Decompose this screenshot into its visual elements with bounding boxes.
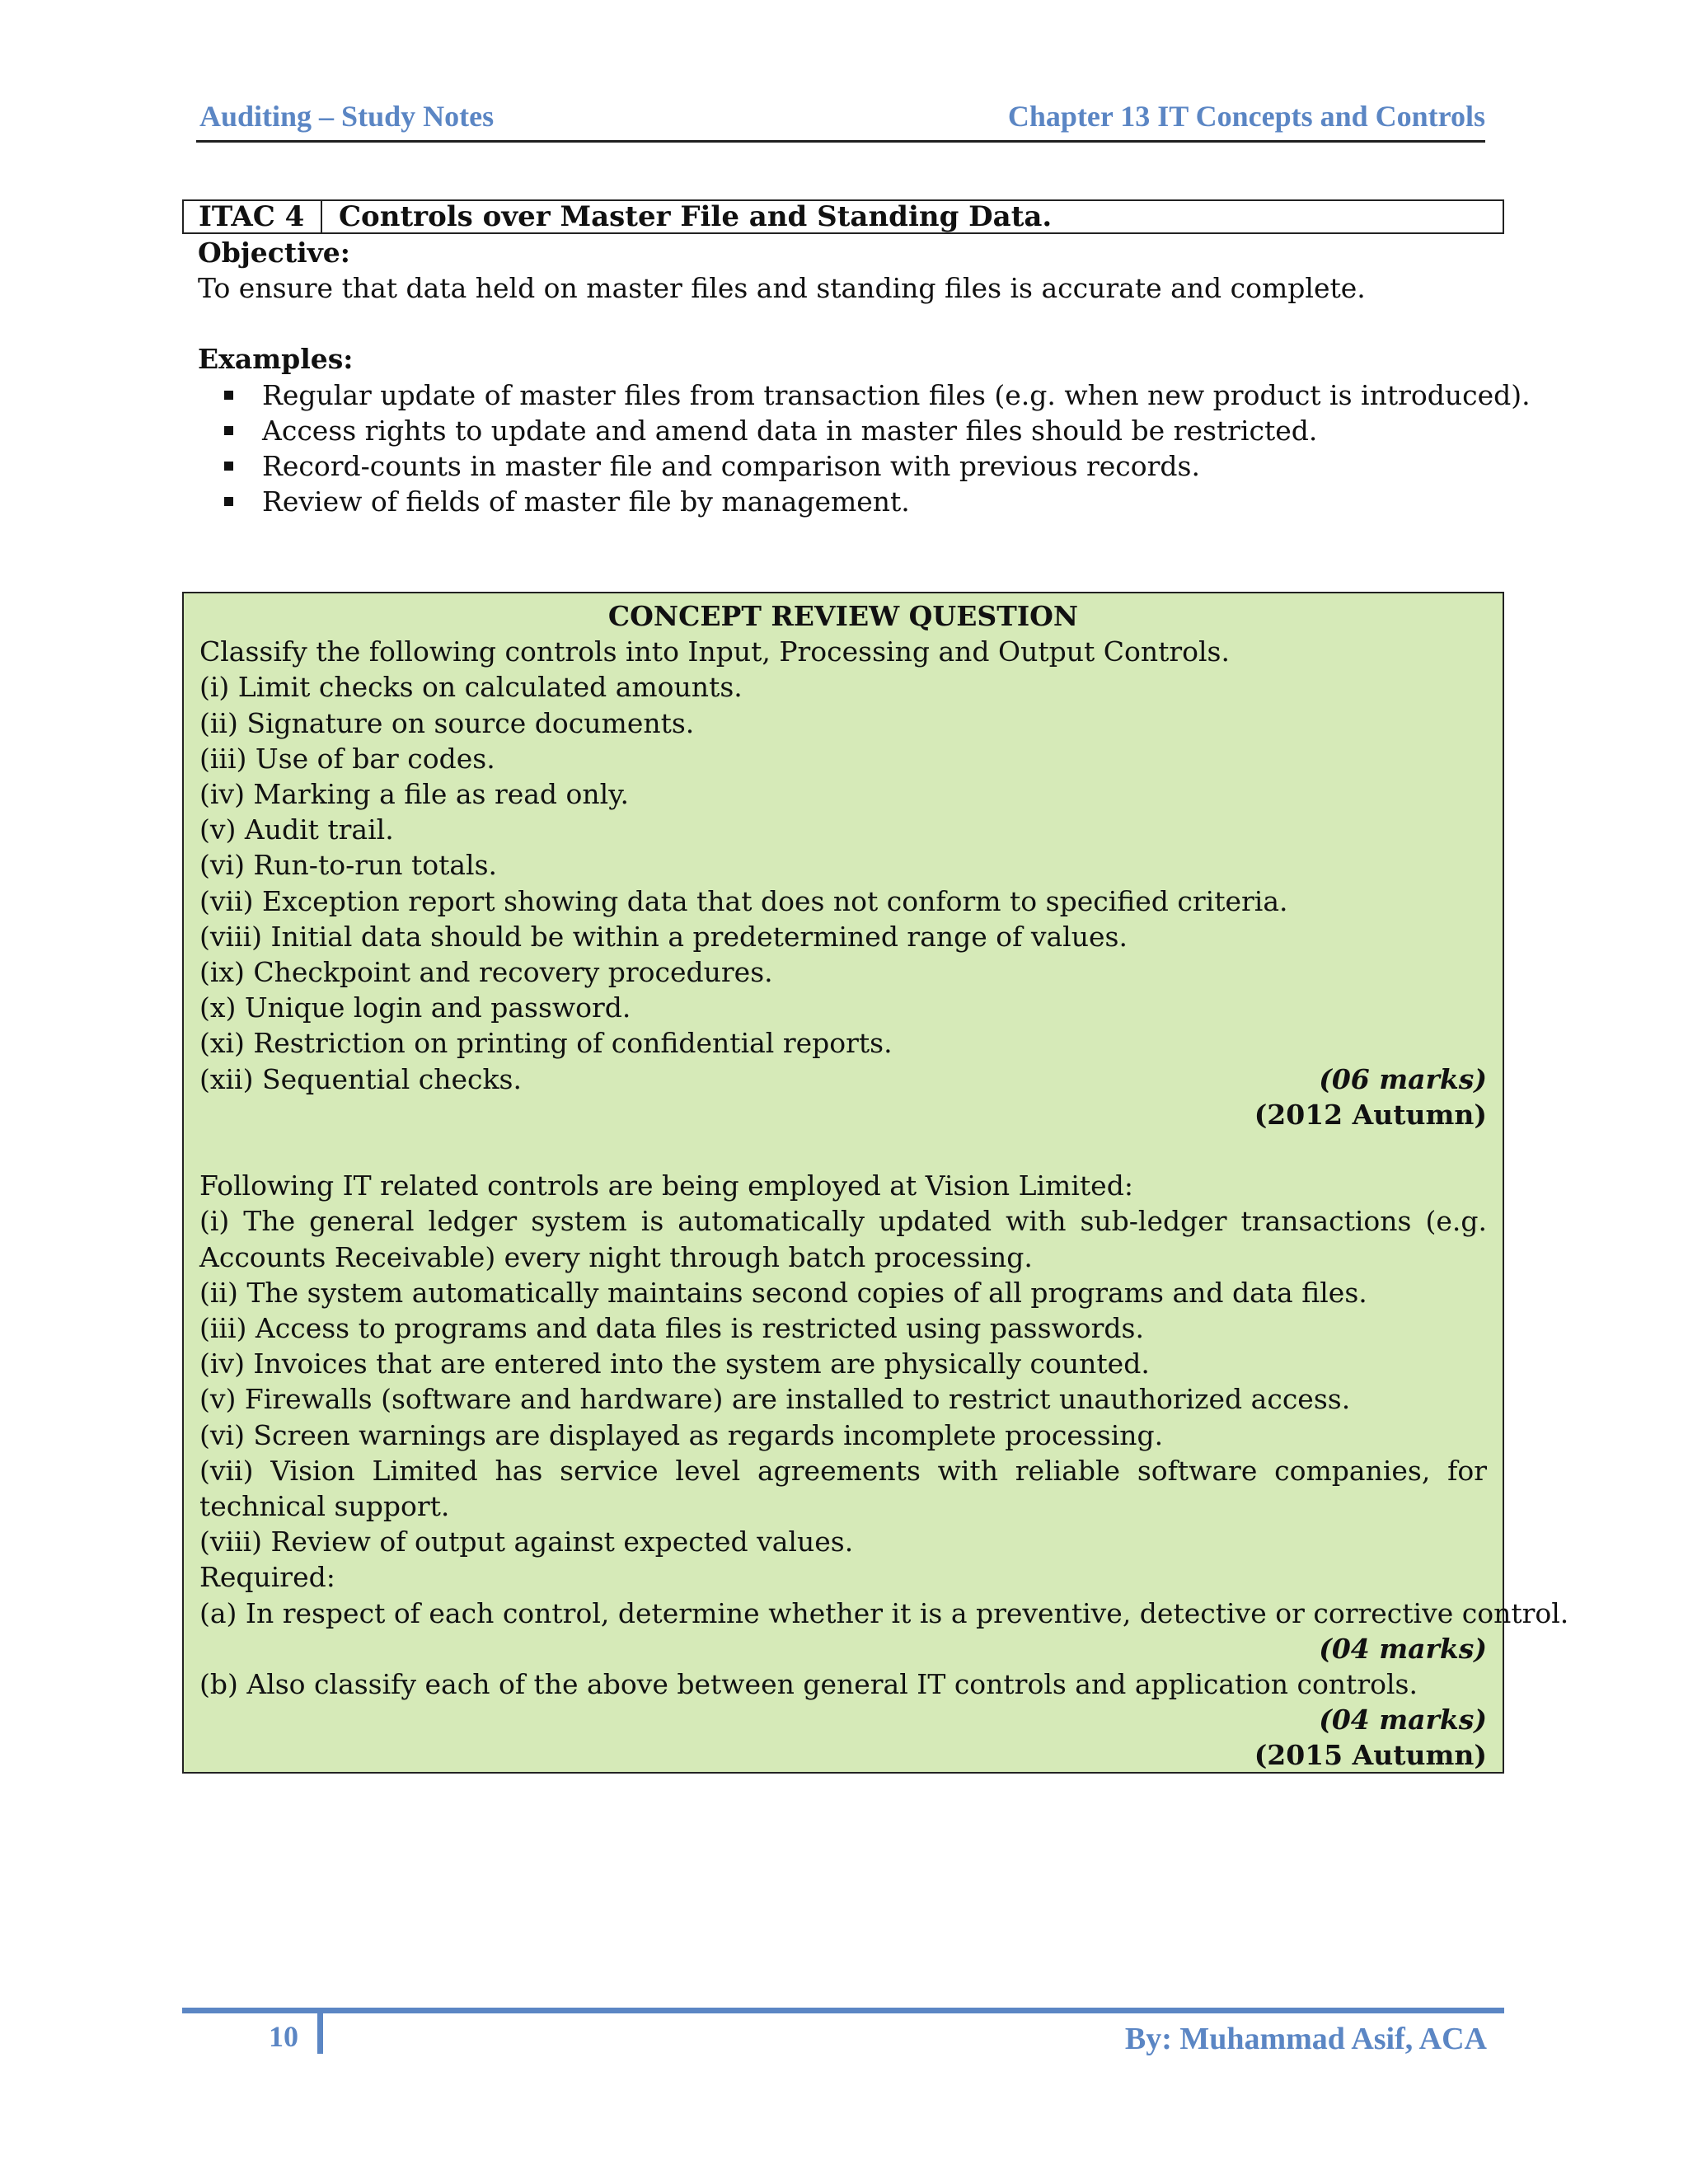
q2-session: (2015 Autumn) (1254, 1739, 1487, 1772)
q2-part-a-marks: (04 marks) (1319, 1632, 1487, 1665)
header-chapter-title: Chapter 13 IT Concepts and Controls (1007, 100, 1485, 133)
q2-part-b: (b) Also classify each of the above between general IT controls and application controls. (199, 1668, 1418, 1701)
page-number: 10 (269, 2020, 298, 2053)
footer-rule (182, 2008, 1504, 2013)
itac-heading-table (182, 199, 1504, 234)
q1-item: (vi) Run-to-run totals. (199, 849, 498, 882)
itac-title: Controls over Master File and Standing Data. (339, 200, 1053, 233)
q1-intro: Classify the following controls into Input, Processing and Output Controls. (199, 635, 1230, 668)
example-text: Review of fields of master file by management. (262, 485, 910, 518)
q2-required-label: Required: (199, 1561, 335, 1594)
q1-item: (iii) Use of bar codes. (199, 742, 495, 775)
square-bullet-icon (224, 497, 233, 506)
author-credit: By: Muhammad Asif, ACA (1124, 2022, 1487, 2056)
example-text: Regular update of master files from transaction files (e.g. when new product is introduced). (262, 379, 1531, 411)
square-bullet-icon (224, 462, 233, 471)
example-text: Access rights to update and amend data in master files should be restricted. (262, 415, 1318, 447)
q1-item: (xi) Restriction on printing of confidential reports. (199, 1027, 893, 1060)
list-item (198, 413, 1531, 448)
examples-list (198, 377, 1531, 519)
list-item (198, 377, 1531, 413)
page-header (196, 97, 1485, 143)
example-text: Record-counts in master file and comparison with previous records. (262, 450, 1200, 482)
q2-item: (ii) The system automatically maintains second copies of all programs and data files. (199, 1276, 1367, 1309)
examples-label: Examples: (198, 343, 354, 375)
q2-item: (iv) Invoices that are entered into the system are physically counted. (199, 1347, 1150, 1380)
q1-item: (x) Unique login and password. (199, 991, 631, 1024)
square-bullet-icon (224, 391, 233, 400)
review-title: CONCEPT REVIEW QUESTION (607, 600, 1079, 632)
q1-item: (ix) Checkpoint and recovery procedures. (199, 956, 773, 989)
q2-part-b-marks: (04 marks) (1319, 1704, 1487, 1736)
q1-item: (i) Limit checks on calculated amounts. (199, 671, 743, 704)
q1-item: (vii) Exception report showing data that does not conform to specified criteria. (199, 884, 1288, 917)
objective-text: To ensure that data held on master files and standing files is accurate and complete. (198, 272, 1366, 304)
q1-item: (xii) Sequential checks. (199, 1062, 522, 1095)
footer-divider-tick (317, 2008, 323, 2054)
square-bullet-icon (224, 426, 233, 435)
spacer (199, 1132, 1487, 1168)
header-book-title: Auditing – Study Notes (199, 100, 495, 133)
q2-item: (viii) Review of output against expected values. (199, 1526, 854, 1558)
q1-item: (ii) Signature on source documents. (199, 706, 695, 739)
q2-part-a: (a) In respect of each control, determine whether it is a preventive, detective or corrective control. (199, 1596, 1569, 1629)
q1-last-item-row (199, 1062, 1487, 1097)
q1-marks: (06 marks) (1319, 1062, 1487, 1095)
concept-review-box (182, 592, 1569, 1774)
q1-item: (v) Audit trail. (199, 813, 394, 846)
q2-intro: Following IT related controls are being employed at Vision Limited: (199, 1169, 1133, 1202)
list-item (198, 484, 1531, 519)
q2-item: (vii) Vision Limited has service level agreements with reliable software companies, for technical support. (199, 1454, 1487, 1523)
q1-item: (iv) Marking a file as read only. (199, 778, 629, 811)
objective-label: Objective: (198, 237, 350, 269)
q1-session: (2012 Autumn) (1254, 1098, 1487, 1131)
q2-item: (vi) Screen warnings are displayed as regards incomplete processing. (199, 1418, 1164, 1451)
q2-item: (iii) Access to programs and data files is restricted using passwords. (199, 1312, 1144, 1345)
q1-item: (viii) Initial data should be within a predetermined range of values. (199, 920, 1128, 953)
list-item (198, 448, 1531, 484)
q2-item: (i) The general ledger system is automatically updated with sub-ledger transactions (e.g. Accounts Receivable) every night through batch processing. (199, 1205, 1487, 1273)
q2-item: (v) Firewalls (software and hardware) are installed to restrict unauthorized access. (199, 1383, 1351, 1416)
itac-code: ITAC 4 (184, 201, 322, 232)
